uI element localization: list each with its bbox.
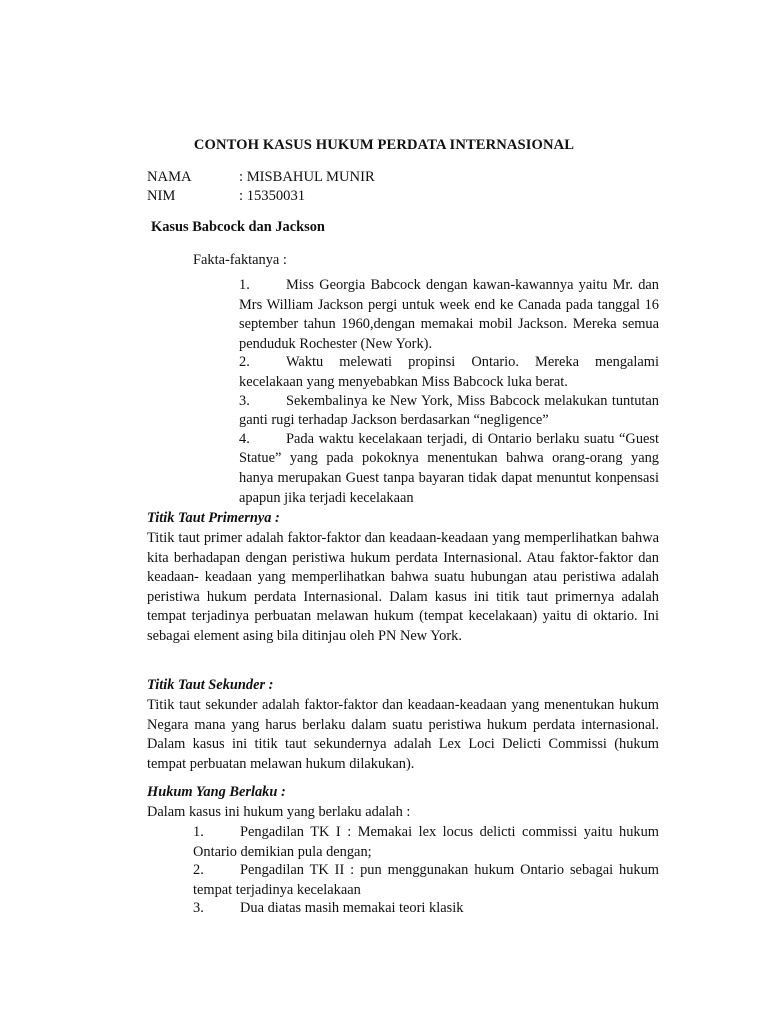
fact-text: Waktu melewati propinsi Ontario. Mereka mengalami kecelakaan yang menyebabkan Miss Babcock luka berat.: [239, 354, 659, 390]
fact-text: Sekembalinya ke New York, Miss Babcock melakukan tuntutan ganti rugi terhadap Jackson berdasarkan “negligence”: [239, 392, 659, 429]
name-label: NAMA: [147, 169, 192, 185]
fact-text: Miss Georgia Babcock dengan kawan-kawannya yaitu Mr. dan Mrs William Jackson pergi untuk week end ke Canada pada tanggal 16 september tahun 1960,dengan memakai mobil Jackson. Mereka semua penduduk Rochester (New York).: [239, 277, 659, 352]
nim-value: : 15350031: [239, 188, 306, 204]
law-text: Pengadilan TK I : Memakai lex locus delicti commissi yaitu hukum Ontario demikian pula dengan;: [193, 824, 659, 860]
fact-item: [239, 276, 659, 354]
name-value: : MISBAHUL MUNIR: [239, 169, 375, 185]
facts-label: Fakta-faktanya :: [193, 252, 287, 268]
applicable-law-list: [193, 823, 659, 918]
applicable-law-heading: Hukum Yang Berlaku :: [147, 784, 286, 800]
law-number: 2.: [193, 862, 204, 879]
fact-text: Pada waktu kecelakaan terjadi, di Ontario berlaku suatu “Guest Statue” yang pada pokoknya menentukan bahwa orang-orang yang hanya merupakan Guest tanpa bayaran tidak dapat menuntut konpensasi apapun jika terjadi kecelakaan: [239, 430, 659, 506]
applicable-law-intro: Dalam kasus ini hukum yang berlaku adalah :: [147, 804, 411, 820]
fact-number: 1.: [239, 277, 250, 293]
fact-item: [239, 353, 659, 392]
secondary-heading: Titik Taut Sekunder :: [147, 677, 274, 693]
fact-item: [239, 392, 659, 431]
secondary-paragraph: Titik taut sekunder adalah faktor-faktor dan keadaan-keadaan yang menentukan hukum Negara mana yang harus berlaku dalam suatu peristiwa hukum perdata internasional. Dalam kasus ini titik taut sekundernya adalah Lex Loci Delicti Commissi (hukum tempat perbuatan melawan hukum dilakukan).: [147, 697, 659, 772]
fact-item: [239, 430, 659, 508]
law-text: Pengadilan TK II : pun menggunakan hukum Ontario sebagai hukum tempat terjadinya kecelakaan: [193, 862, 659, 898]
fact-number: 3.: [239, 392, 250, 409]
facts-list: [239, 276, 659, 507]
law-number: 3.: [193, 900, 204, 917]
law-number: 1.: [193, 824, 204, 840]
case-heading: Kasus Babcock dan Jackson: [151, 219, 325, 235]
fact-number: 2.: [239, 354, 250, 371]
law-item: [193, 899, 659, 919]
fact-number: 4.: [239, 430, 250, 447]
law-item: [193, 861, 659, 900]
nim-label: NIM: [147, 188, 176, 204]
document-title: CONTOH KASUS HUKUM PERDATA INTERNASIONAL: [193, 137, 575, 153]
law-item: [193, 823, 659, 862]
law-text: Dua diatas masih memakai teori klasik: [240, 900, 464, 917]
primary-paragraph: Titik taut primer adalah faktor-faktor dan keadaan-keadaan yang memperlihatkan bahwa kita berhadapan dengan peristiwa hukum perdata Internasional. Atau faktor-faktor dan keadaan- keadaan yang memperlihatkan bahwa suatu hubungan atau peristiwa adalah peristiwa hukum perdata Internasional. Dalam kasus ini titik taut primernya adalah tempat terjadinya perbuatan melawan hukum (tempat kecelakaan) yaitu di oktario. Ini sebagai element asing bila ditinjau oleh PN New York.: [147, 530, 659, 644]
primary-heading: Titik Taut Primernya :: [147, 510, 280, 526]
